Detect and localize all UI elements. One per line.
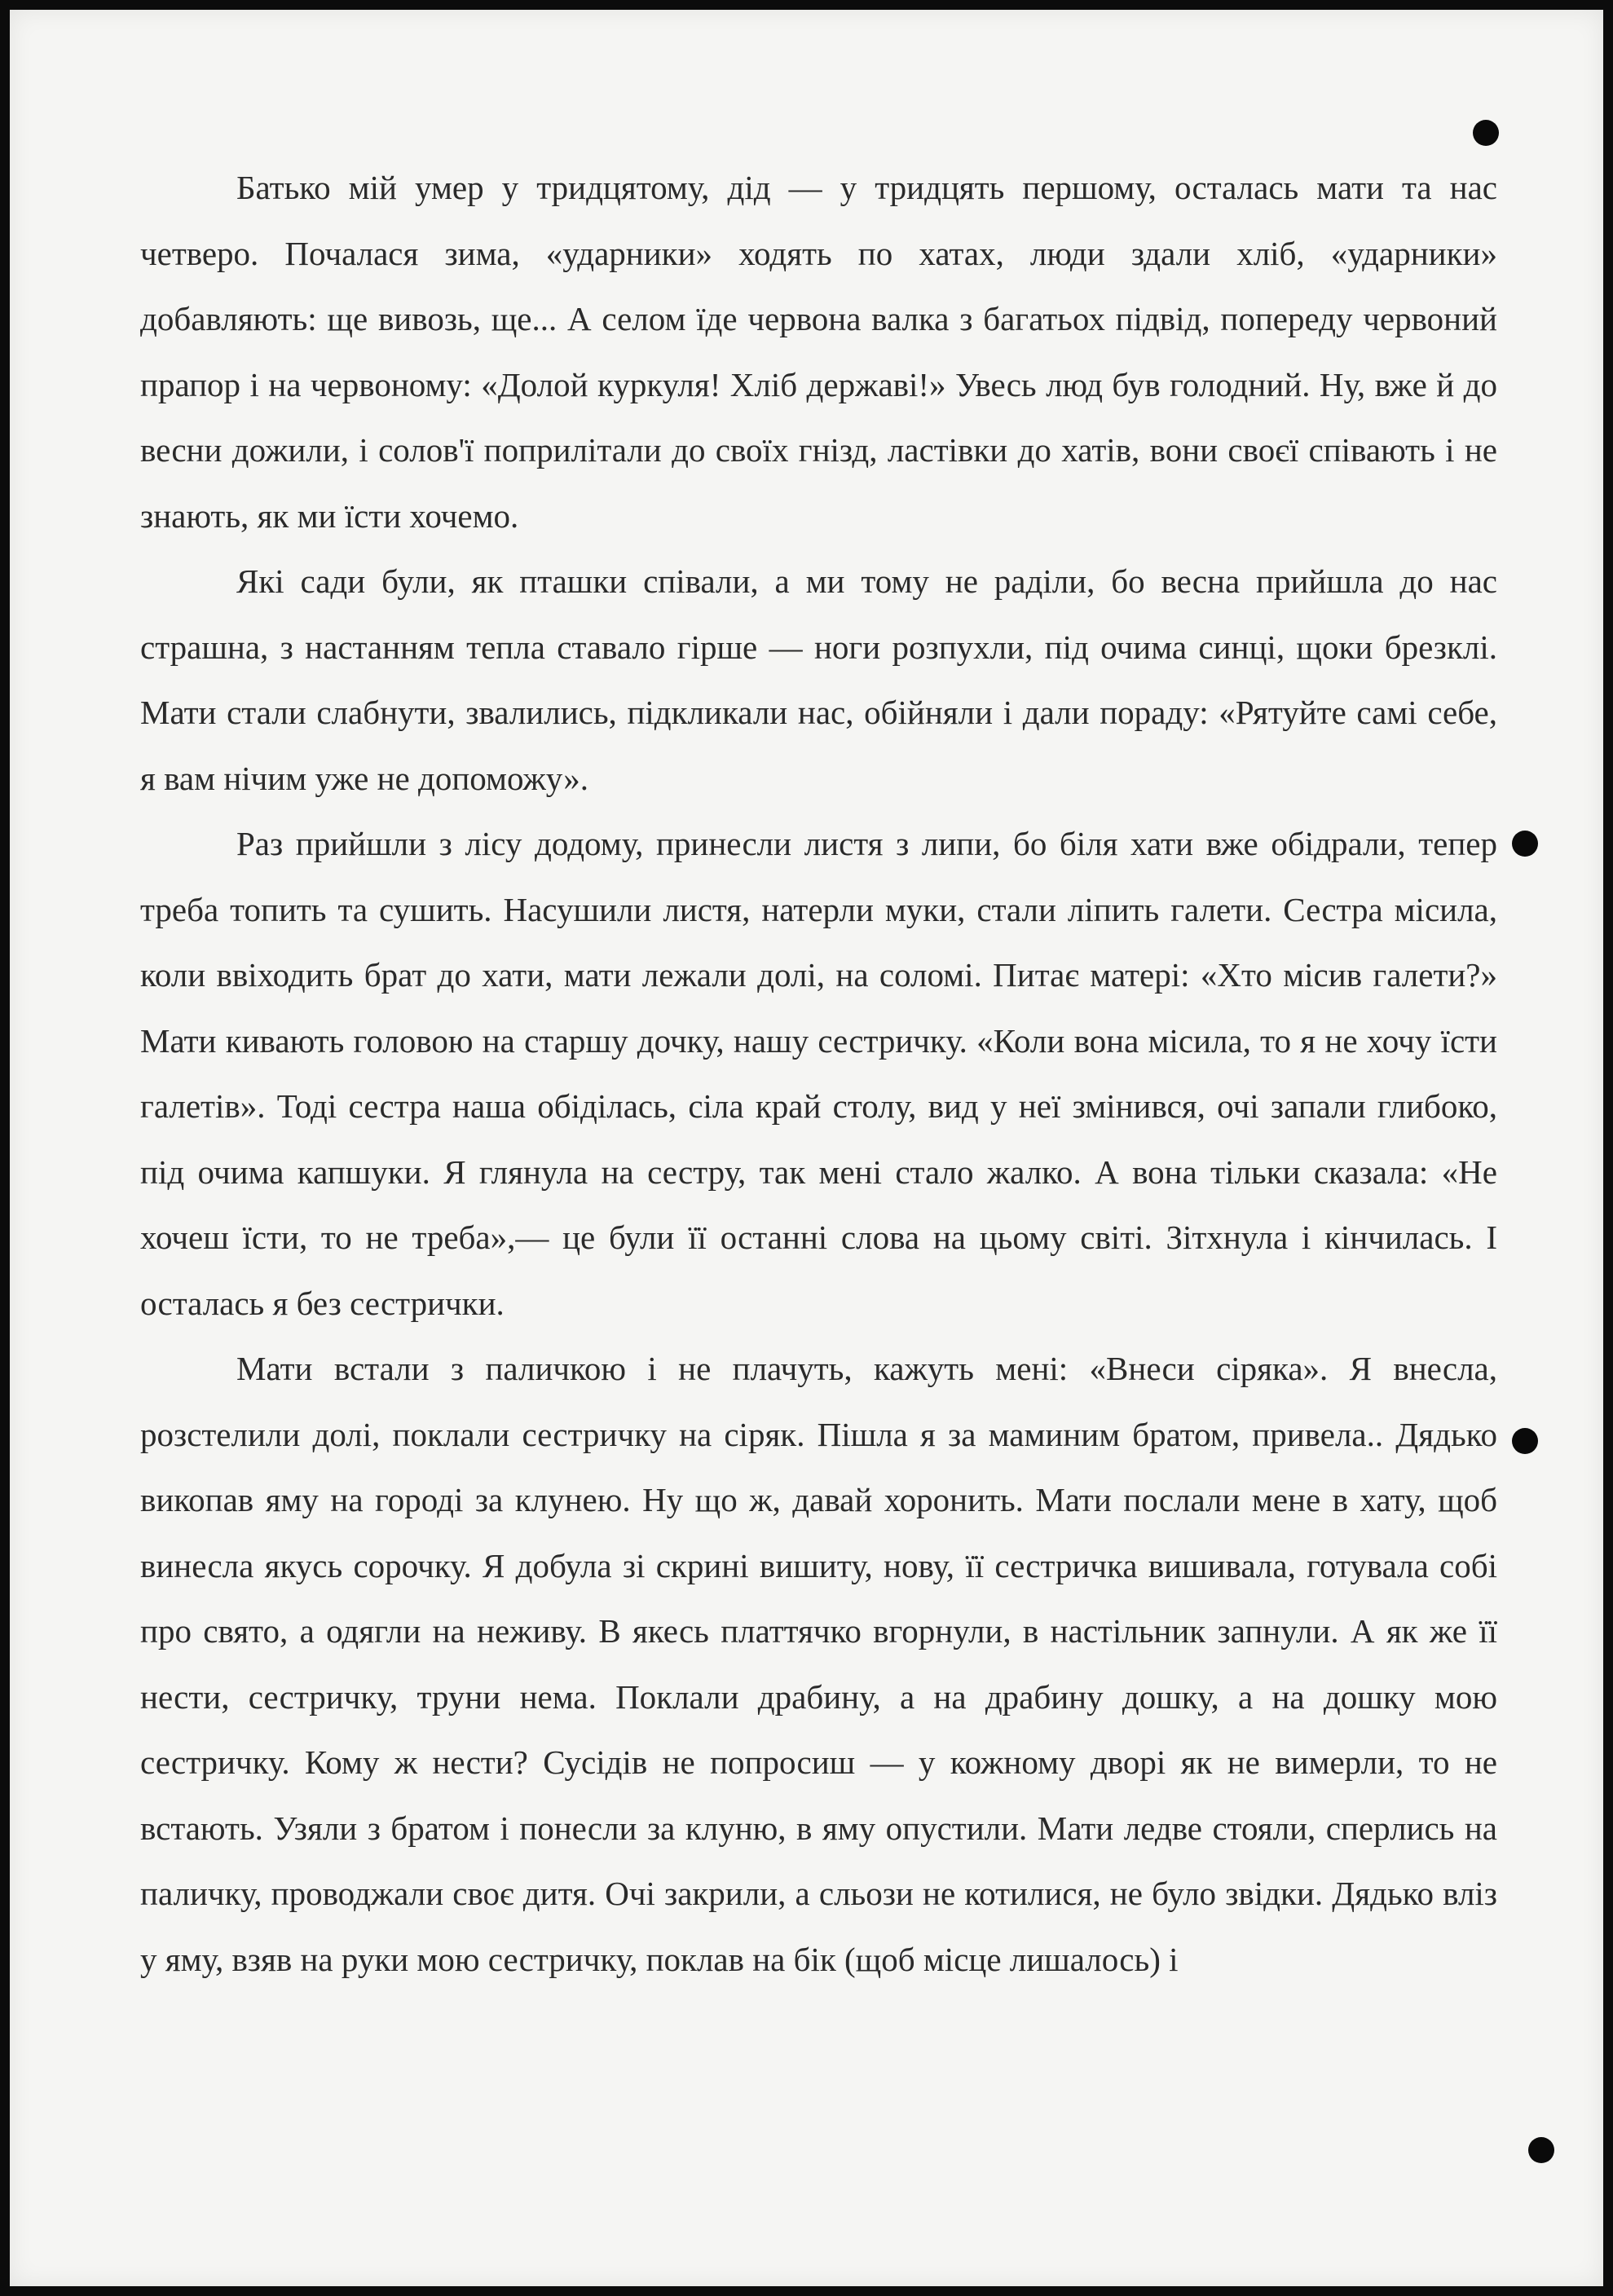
punch-hole bbox=[1512, 1428, 1538, 1454]
paragraph: Батько мій умер у тридцятому, дід — у тридцять першому, осталась мати та нас четверо. Почалася зима, «ударники» ходять по хатах, люди здали хліб, «ударники» добавляють: ще вивозь, ще... А селом їде червона валка з багатьох підвід, попереду червоний прапор і на червоному: «Долой куркуля! Хліб державі!» Увесь люд був голодний. Ну, вже й до весни дожили, і солов'ї поприлітали до своїх гнізд, ластівки до хатів, вони своєї співають і не знають, як ми їсти хочемо. bbox=[140, 169, 1497, 535]
punch-hole bbox=[1528, 2137, 1554, 2163]
paragraph: Раз прийшли з лісу додому, принесли листя з липи, бо біля хати вже обідрали, тепер треба топить та сушить. Насушили листя, натерли муки, стали ліпить галети. Сестра місила, коли ввіходить брат до хати, мати лежали долі, на соломі. Питає матері: «Хто місив галети?» Мати кивають головою на старшу дочку, нашу сестричку. «Коли вона місила, то я не хочу їсти галетів». Тоді сестра наша обіділась, сіла край столу, вид у неї змінився, очі запали глибоко, під очима капшуки. Я глянула на сестру, так мені стало жалко. А вона тільки сказала: «Не хочеш їсти, то не треба»,— це були її останні слова на цьому світі. Зітхнула і кінчилась. І осталась я без сестрички. bbox=[140, 825, 1497, 1322]
punch-hole bbox=[1512, 831, 1538, 857]
paragraph: Мати встали з паличкою і не плачуть, кажуть мені: «Внеси сіряка». Я внесла, розстелили долі, поклали сестричку на сіряк. Пішла я за маминим братом, привела.. Дядько викопав яму на городі за клунею. Ну що ж, давай хоронить. Мати послали мене в хату, щоб винесла якусь сорочку. Я добула зі скрині вишиту, нову, її сестричка вишивала, готувала собі про свято, а одягли на неживу. В якесь платтячко вгорнули, в настільник запнули. А як же її нести, сестричку, труни нема. Поклали драбину, а на драбину дошку, а на дошку мою сестричку. Кому ж нести? Сусідів не попросиш — у кожному дворі як не вимерли, то не встають. Узяли з братом і понесли за клуню, в яму опустили. Мати ледве стояли, сперлись на паличку, проводжали своє дитя. Очі закрили, а сльози не котилися, не було звідки. Дядько вліз у яму, взяв на руки мою сестричку, поклав на бік (щоб місце лишалось) і bbox=[140, 1350, 1497, 1978]
paragraph: Які сади були, як пташки співали, а ми тому не раділи, бо весна прийшла до нас страшна, з настанням тепла ставало гірше — ноги розпухли, під очима синці, щоки брезклі. Мати стали слабнути, звалились, підкликали нас, обійняли і дали пораду: «Рятуйте самі себе, я вам нічим уже не допоможу». bbox=[140, 562, 1497, 797]
document-page bbox=[10, 10, 1603, 2286]
punch-hole bbox=[1473, 120, 1499, 146]
document-body bbox=[140, 155, 1497, 1992]
